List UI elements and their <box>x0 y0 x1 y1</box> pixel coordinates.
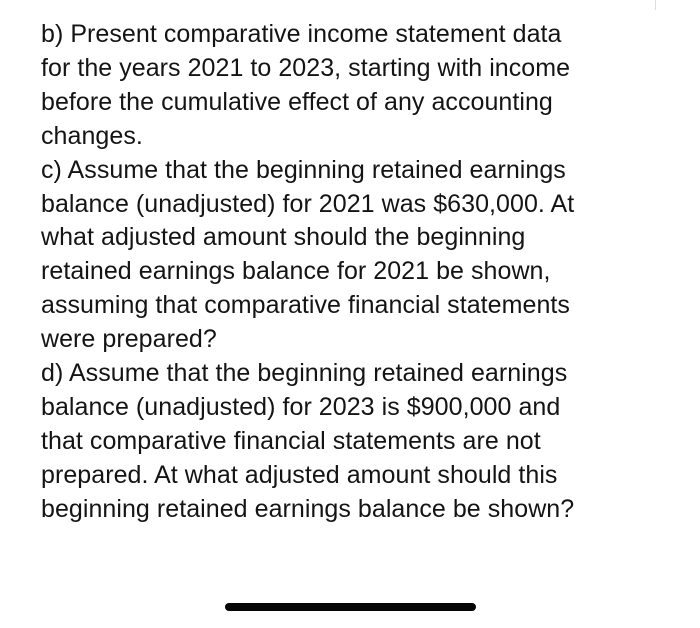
text-line: what adjusted amount should the beginning <box>41 223 526 252</box>
text-line: before the cumulative effect of any accounting <box>41 87 553 116</box>
text-line: for the years 2021 to 2023, starting with income <box>41 53 571 82</box>
top-edge-divider <box>655 0 656 10</box>
home-indicator-bar[interactable] <box>225 603 476 611</box>
text-line: prepared. At what adjusted amount should this <box>41 460 558 489</box>
text-line: assuming that comparative financial statements <box>41 291 570 320</box>
text-line: that comparative financial statements are not <box>41 426 541 455</box>
text-line-part-c: c) Assume that the beginning retained earnings <box>41 155 566 184</box>
text-line: balance (unadjusted) for 2023 is $900,000 and <box>41 392 561 421</box>
text-line: balance (unadjusted) for 2021 was $630,000. At <box>41 189 575 218</box>
text-line: changes. <box>41 121 143 150</box>
text-line: were prepared? <box>41 325 217 354</box>
question-text-block <box>41 18 681 527</box>
text-line: retained earnings balance for 2021 be shown, <box>41 257 551 286</box>
text-line-part-b: b) Present comparative income statement data <box>41 20 562 48</box>
text-line: beginning retained earnings balance be shown? <box>41 494 575 523</box>
text-line-part-d: d) Assume that the beginning retained earnings <box>41 359 568 388</box>
